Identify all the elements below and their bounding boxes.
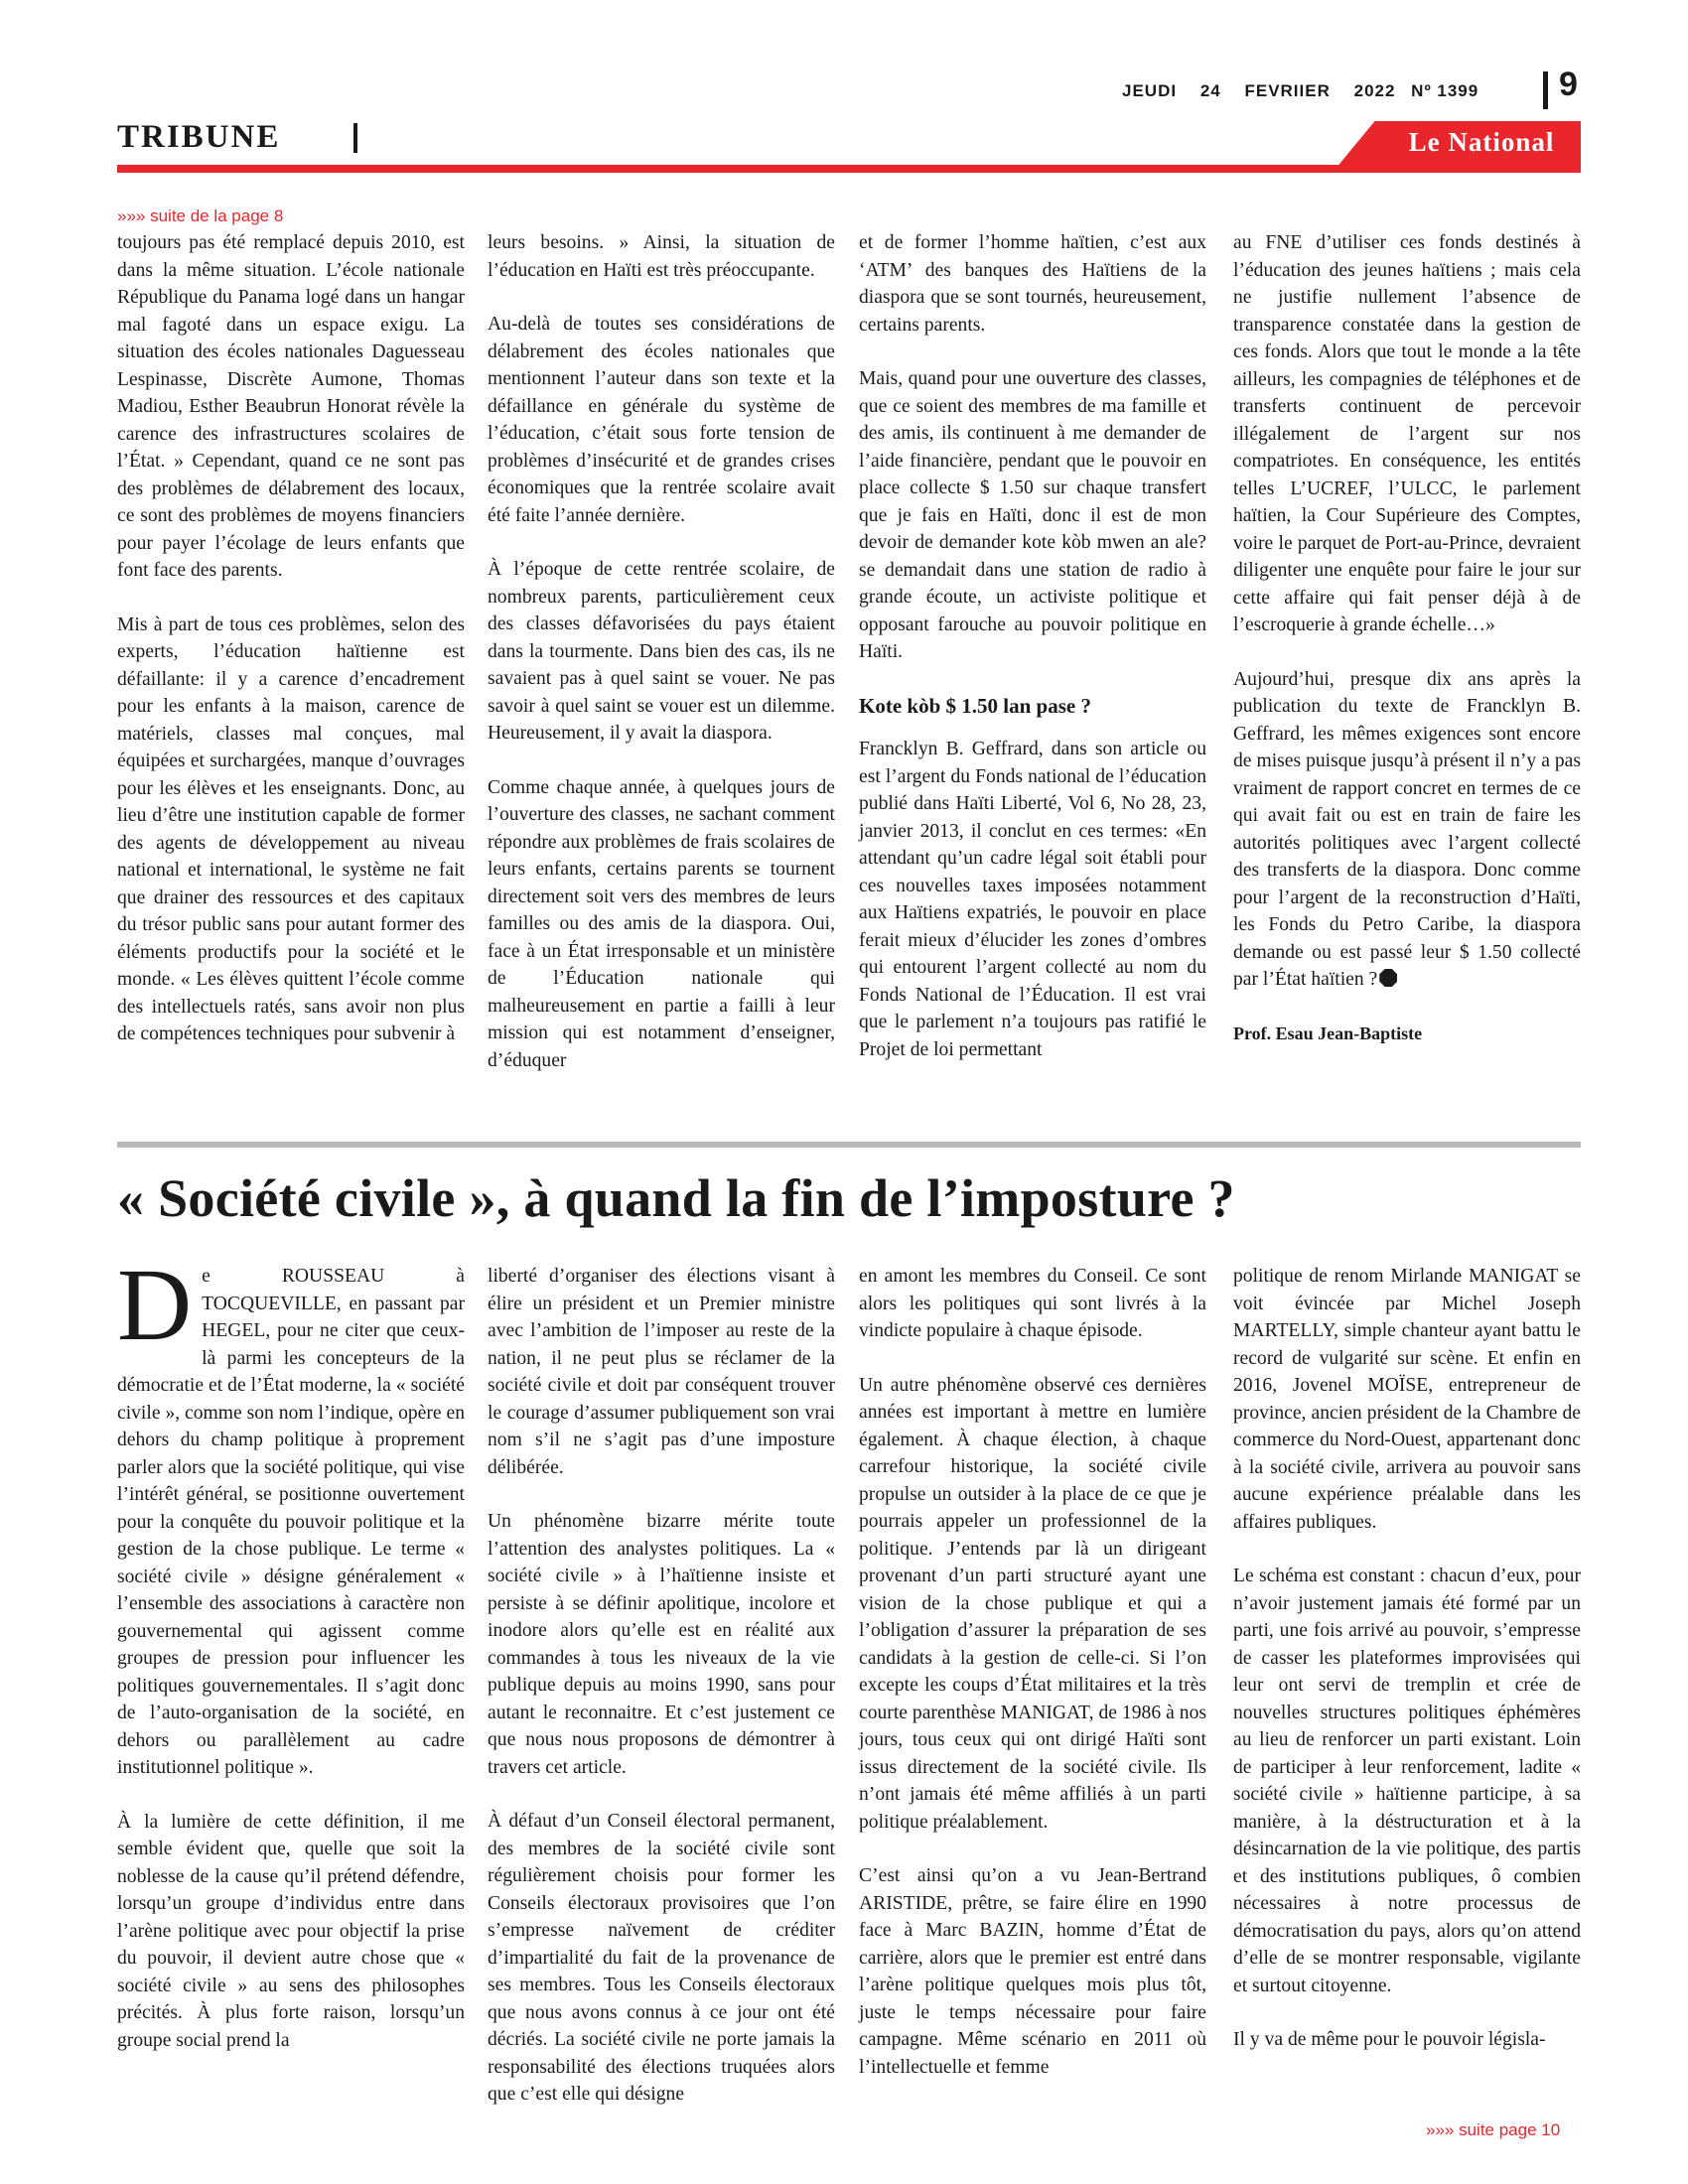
paragraph: Un phénomène bizarre mérite toute l’attention des analystes politiques. La « société civile » à l’haïtienne insiste et persiste à se définir apolitique, incolore et inodore alors qu’elle est en réalité aux commandes à tous les niveaux de la vie publique depuis au moins 1990, sans pour autant le reconnaitre. Et c’est justement ce que nous nous proposons de démontrer à travers cet article.: [488, 1511, 835, 1778]
paragraph: [117, 1248, 465, 1782]
issue-date-number: 24: [1199, 81, 1221, 100]
paragraph: Au-delà de toutes ses considérations de délabrement des écoles nationales que mentionnent l’auteur dans son texte et la défaillance en générale du système de l’éducation, c’était sous forte tension de problèmes d’insécurité et de grandes crises économiques que la rentrée scolaire avait été faite l’année dernière.: [488, 314, 835, 526]
article2-column-2: [488, 1263, 835, 2135]
article1-column-3: [859, 229, 1206, 1090]
drop-cap: D: [117, 1248, 193, 1362]
article1-column-2: [488, 229, 835, 1101]
paragraph: C’est ainsi qu’on a vu Jean-Bertrand ARISTIDE, prêtre, se faire élire en 1990 face à Marc BAZIN, homme d’État de carrière, alors que le premier est entré dans l’arène politique quelques mois plus tôt, juste le temps nécessaire pour faire campagne. Même scénario en 2011 où l’intellectuelle et femme: [859, 1865, 1206, 2078]
paragraph: [1233, 666, 1581, 994]
article2-column-1: [117, 1248, 465, 2081]
article-divider-rule: [117, 1142, 1581, 1148]
paragraph: À la lumière de cette définition, il me semble évident que, quelle que soit la noblesse de la cause qu’il prétend défendre, lorsqu’un groupe d’individus entre dans l’arène politique avec pour objectif la prise du pouvoir, il devient autre chose que « société civile » au sens des philosophes précités. À plus forte raison, lorsqu’un groupe social prend la: [117, 1811, 465, 2051]
paragraph: À l’époque de cette rentrée scolaire, de nombreux parents, particulièrement ceux des classes défavorisées du pays étaient dans la tourmente. Dans bien des cas, ils ne savaient pas à quel saint se vouer. Ne pas savoir à quel saint se vouer est un dilemme. Heureusement, il y avait la diaspora.: [488, 559, 835, 744]
article1-column-4: [1233, 229, 1581, 1074]
paragraph: politique de renom Mirlande MANIGAT se voit évincée par Michel Joseph MARTELLY, simple chanteur ayant battu le record de vulgarité sur scène. Et enfin en 2016, Jovenel MOÏSE, entrepreneur de province, ancien président de la Chambre de commerce du Nord-Ouest, appartenant donc à la société civile, arrivera au pouvoir sans aucune expérience préalable dans les affaires publiques.: [1233, 1266, 1581, 1533]
paragraph-text: Aujourd’hui, presque dix ans après la publication du texte de Francklyn B. Geffrard, les mêmes exigences sont encore de mises puisque jusqu’à présent il n’y a pas vraiment de rapport concret en termes de ce qui avait fait ou est en train de faire les autorités politiques avec l’argent collecté des transferts de la diaspora. Donc comme pour l’argent de la reconstruction d’Haïti, les Fonds du Petro Caribe, la diaspora demande ou est passé leur $ 1.50 collecté par l’État haïtien ?: [1233, 668, 1581, 990]
paragraph: Le schéma est constant : chacun d’eux, pour n’avoir justement jamais été formé par un parti, une fois arrivé au pouvoir, s’empresse de casser les plateformes improvisées qui leur ont servi de tremplin et crée de nouvelles structures politiques éphémères au lieu de renforcer un parti existant. Loin de participer à leur renforcement, ladite « société civile » haïtienne participe, à sa manière, à la déstructuration et à la désincarnation de la vie politique, des partis et des institutions publiques, ô combien nécessaires à notre processus de démocratisation du pays, alors qu’on attend d’elle de se montrer responsable, vigilante et surtout citoyenne.: [1233, 1566, 1581, 1996]
paragraph: À défaut d’un Conseil électoral permanent, des membres de la société civile sont régulièrement choisis pour former les Conseils électoraux provisoires que l’on s’empresse naïvement de créditer d’impartialité du fait de la provenance de ses membres. Tous les Conseils électoraux que nous avons connus à ce jour ont été décriés. La société civile ne porte jamais la responsabilité des élections truquées alors que c’est elle qui désigne: [488, 1811, 835, 2105]
article2-headline: « Société civile », à quand la fin de l’imposture ?: [117, 1168, 1235, 1228]
paragraph: toujours pas été remplacé depuis 2010, est dans la même situation. L’école nationale République du Panama logé dans un hangar mal fagoté dans un espace exigu. La situation des écoles nationales Daguesseau Lespinasse, Discrète Aumone, Thomas Madiou, Esther Beaubrun Honorat révèle la carence des infrastructures scolaires de l’État. » Cependant, quand ce ne sont pas des problèmes de délabrement des locaux, ce sont des problèmes de moyens financiers pour payer l’écolage de leurs enfants que font face des parents.: [117, 232, 465, 581]
paragraph: Mais, quand pour une ouverture des classes, que ce soient des membres de ma famille et des amis, ils continuent à me demander de l’aide financière, pendant que le pouvoir en place collecte $ 1.50 sur chaque transfert que je fais en Haïti, donc il est de mon devoir de demander kote kòb mwen an ale? se demandait dans une station de radio à grande écoute, un activiste politique et opposant farouche au pouvoir politique en Haïti.: [859, 368, 1206, 662]
paragraph: liberté d’organiser des élections visant à élire un président et un Premier ministre avec l’ambition de l’imposer au reste de la nation, il ne peut plus se réclamer de la société civile et doit par conséquent trouver le courage d’assumer publiquement son vrai nom s’il ne s’agit pas d’une imposture délibérée.: [488, 1266, 835, 1478]
issue-date-line: [1122, 81, 1529, 101]
paragraph: Un autre phénomène observé ces dernières années est important à mettre en lumière également. À chaque élection, à chaque carrefour historique, la société civile propulse un outsider à la place de ce que je pourrais appeler un professionnel de la politique. J’entends par là un dirigeant provenant d’un parti structuré ayant une vision de la chose publique et qui a l’obligation d’assurer la préparation de ses candidats à la gestion de celle-ci. Si l’on excepte les coups d’État militaires et la très courte parenthèse MANIGAT, de 1986 à nos jours, tous ceux qui ont dirigé Haïti sont issus directement de la société civile. Ils n’ont jamais été même affiliés à un parti politique préalablement.: [859, 1374, 1206, 1833]
page-number: 9: [1559, 66, 1578, 103]
issue-year: 2022: [1353, 81, 1396, 100]
continued-to-note: »»» suite page 10: [1426, 2120, 1561, 2139]
article1-column-1: [117, 229, 465, 1075]
article2-column-3: [859, 1263, 1206, 2108]
end-of-article-icon: [1379, 969, 1397, 987]
paragraph: au FNE d’utiliser ces fonds destinés à l’éducation des jeunes haïtiens ; mais cela ne justifie nullement l’absence de transparence constatée dans la gestion de ces fonds. Alors que tout le monde a la tête ailleurs, les compagnies de téléphones et de transferts continuent de percevoir illégalement de l’argent sur nos compatriotes. En conséquence, les entités telles L’UCREF, l’ULCC, le parlement haïtien, la Cour Supérieure des Comptes, voire le parquet de Port-au-Prince, devraient diligenter une enquête pour faire le jour sur cette affaire qui fait penser déjà à de l’escroquerie à grande échelle…»: [1233, 232, 1581, 635]
paragraph: leurs besoins. » Ainsi, la situation de l’éducation en Haïti est très préoccupante.: [488, 232, 835, 281]
paragraph: Francklyn B. Geffrard, dans son article ou est l’argent du Fonds national de l’éducation publié dans Haïti Liberté, Vol 6, No 28, 23, janvier 2013, il conclut en ces termes: «En attendant qu’un cadre légal soit établi pour ces nouvelles taxes imposées notamment aux Haïtiens expatriés, le pouvoir en place ferait mieux d’élucider les zones d’ombres qui entourent l’argent collecté au nom du Fonds National de l’Éducation. Il est vrai que le parlement n’a toujours pas ratifié le Projet de loi permettant: [859, 739, 1206, 1060]
paragraph: Comme chaque année, à quelques jours de l’ouverture des classes, ne sachant comment répondre aux problèmes de frais scolaires de leurs enfants, certains parents se tournent directement soit vers des membres de leurs familles ou des amis de la diaspora. Oui, face à un État irresponsable et un ministère de l’Éducation nationale qui malheureusement en partie a failli à leur mission qui est notamment d’enseigner, d’éduquer: [488, 776, 835, 1071]
page-number-divider: [1543, 71, 1548, 109]
paragraph: et de former l’homme haïtien, c’est aux ‘ATM’ des banques des Haïtiens de la diaspora que se sont tournés, heureusement, certains parents.: [859, 232, 1206, 336]
paragraph: Mis à part de tous ces problèmes, selon des experts, l’éducation haïtienne est défaillante: il y a carence d’encadrement pour les enfants à la maison, carence de matériels, classes mal conçues, mal équipées et surchargées, manque d’ouvrages pour les élèves et les enseignants. Donc, au lieu d’être une institution capable de former des agents de développement au niveau national et international, le système ne fait que drainer des ressources et des capitaux du trésor public sans pour autant former des éléments productifs pour la société et le monde. « Les élèves quittent l’école comme des intellectuels ratés, sans avoir non plus de compétences techniques pour subvenir à: [117, 614, 465, 1044]
continued-from-note: »»» suite de la page 8: [117, 206, 284, 225]
issue-month: FEVRIIER: [1244, 81, 1331, 100]
subheading: Kote kòb $ 1.50 lan pase ?: [859, 693, 1091, 718]
brand-name: Le National: [1408, 127, 1555, 157]
paragraph-text: e ROUSSEAU à TOCQUEVILLE, en passant par HEGEL, pour ne citer que ceux-là parmi les concepteurs de la démocratie et de l’État moderne, la « société civile », comme son nom l’indique, opère en dehors du champ politique à proprement parler alors que la société politique, qui vise l’intérêt général, se positionne ouvertement pour la conquête du pouvoir politique et la gestion de la chose publique. Le terme « société civile » désigne généralement « l’ensemble des associations à caractère non gouvernemental qui agissent comme groupes de pression pour influencer les politiques gouvernementales. Il s’agit donc de l’auto-organisation de la société, en dehors ou parallèlement au cadre institutionnel politique ».: [117, 1266, 465, 1778]
section-title-divider: [353, 123, 357, 153]
author-signature: Prof. Esau Jean-Baptiste: [1233, 1023, 1423, 1043]
paragraph: Il y va de même pour le pouvoir législa-: [1233, 2029, 1546, 2050]
article2-column-4: [1233, 1263, 1581, 2081]
section-title: TRIBUNE: [117, 119, 281, 155]
issue-number: Nº 1399: [1411, 81, 1479, 100]
paragraph: en amont les membres du Conseil. Ce sont alors les politiques qui sont livrés à la vindicte populaire à chaque épisode.: [859, 1266, 1206, 1341]
issue-day: JEUDI: [1122, 81, 1178, 100]
